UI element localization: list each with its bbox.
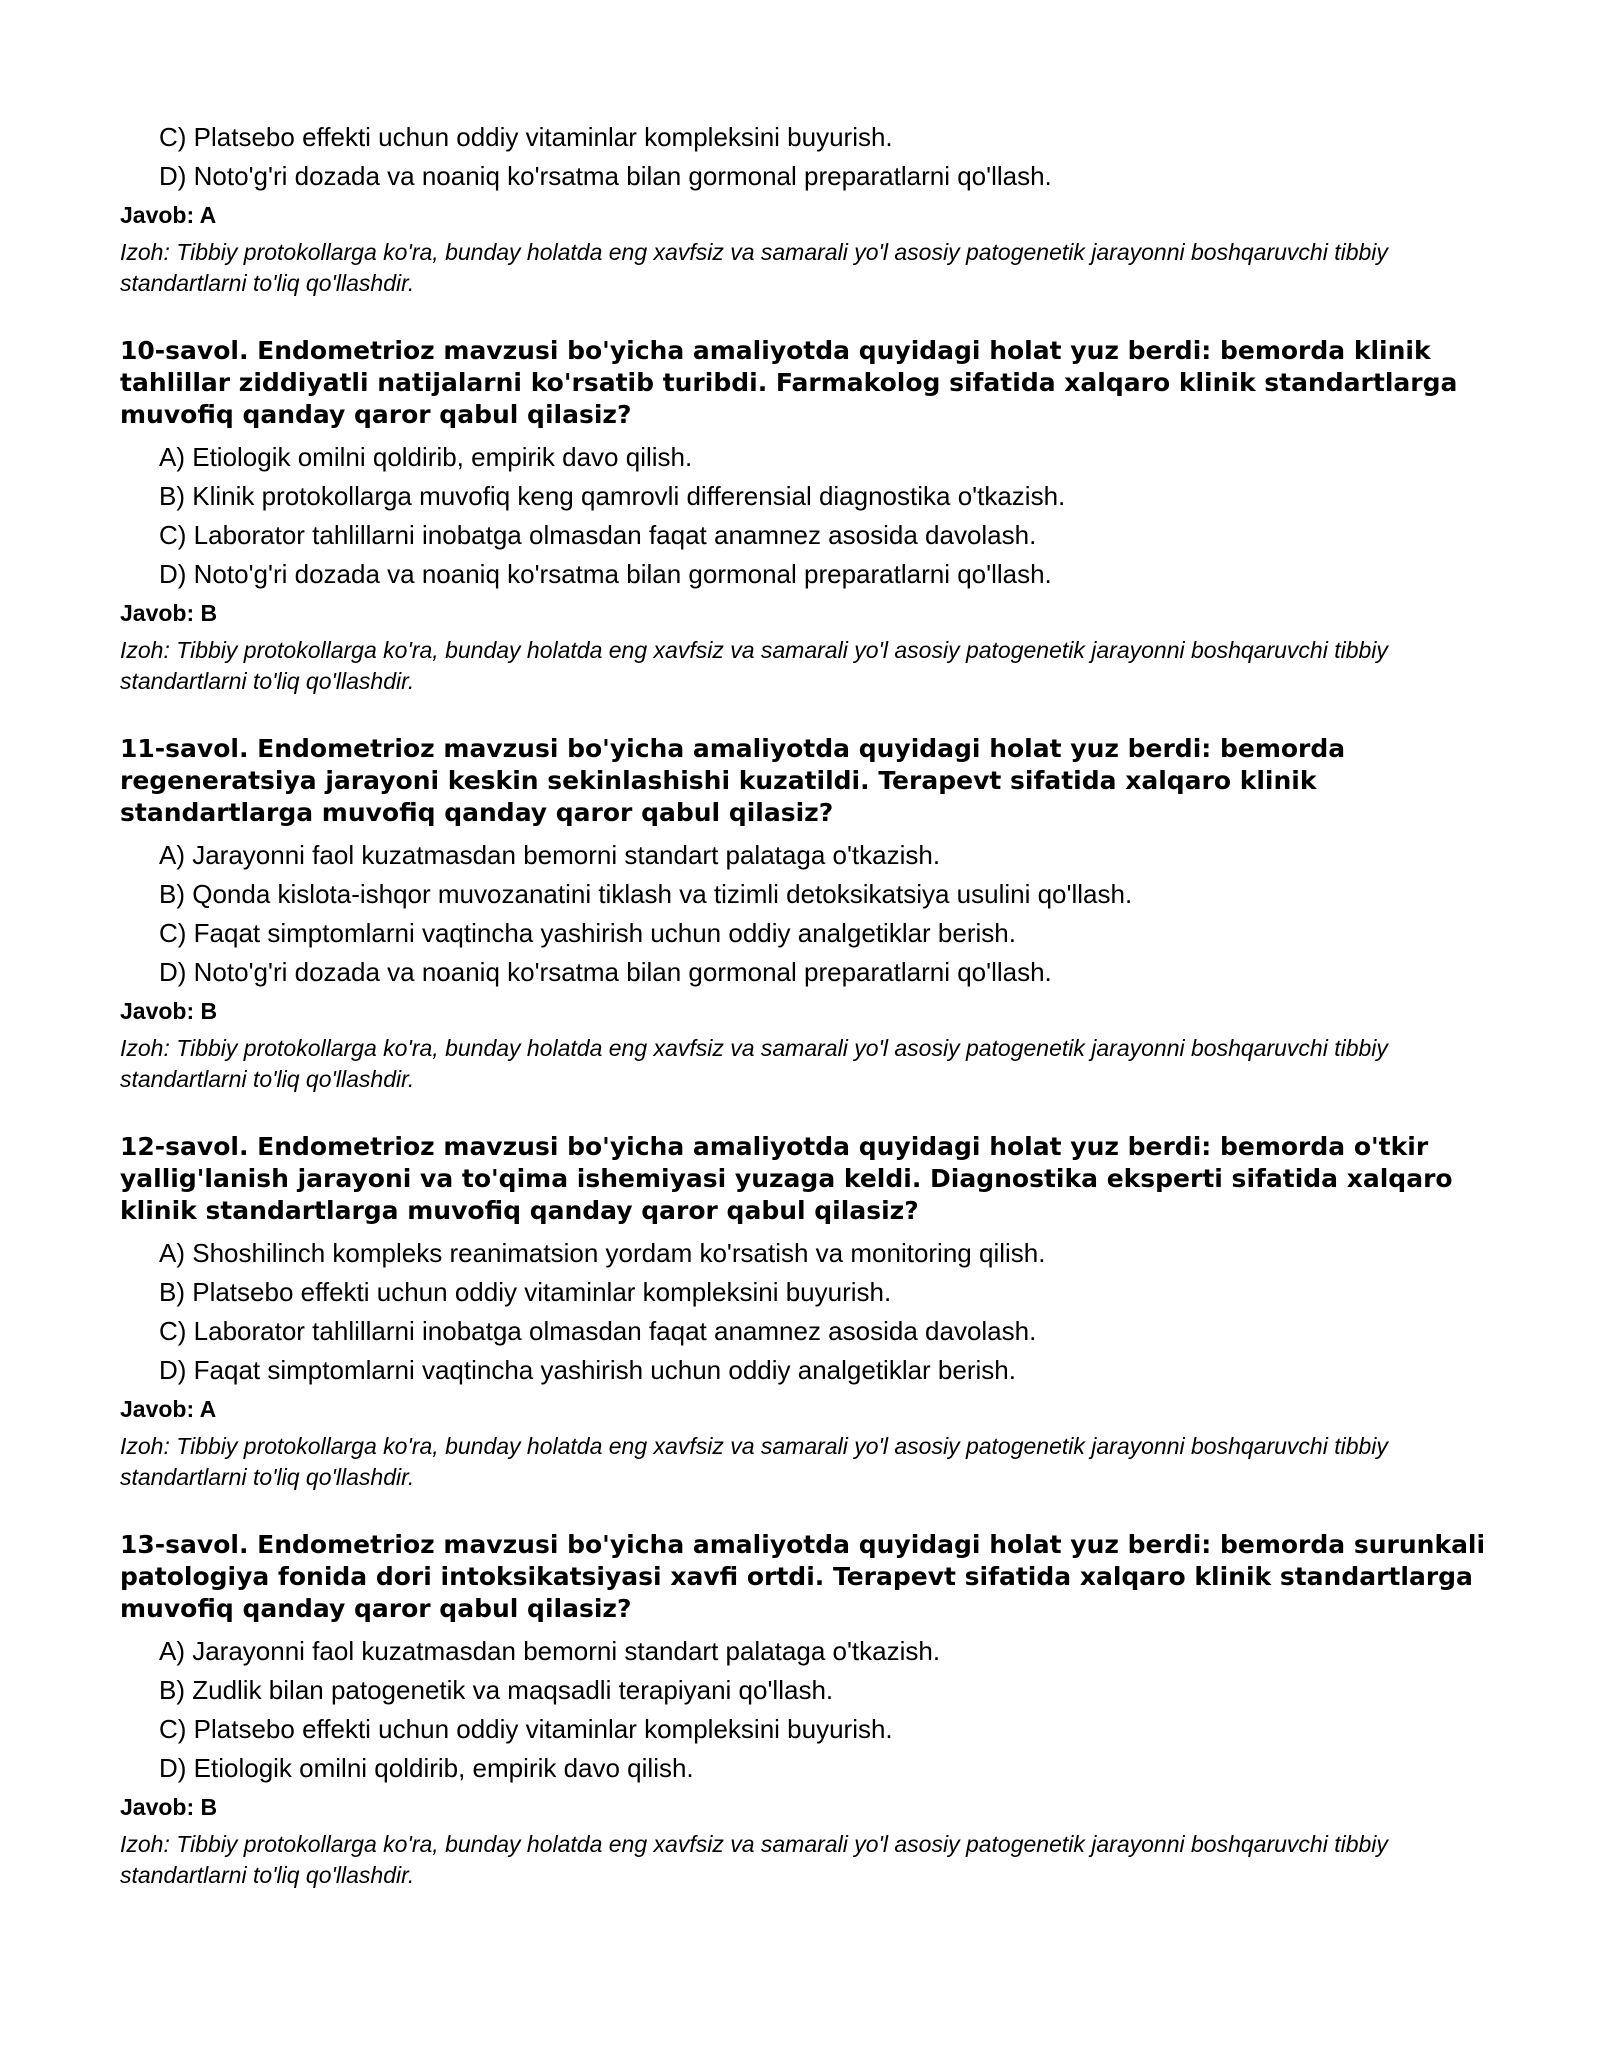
question-title: 11-savol. Endometrioz mavzusi bo'yicha amaliyotda quyidagi holat yuz berdi: bemorda regeneratsiya jarayoni keskin sekinlashishi kuzatildi. Terapevt sifatida xalqaro klinik standartlarga muvofiq qanday qaror qabul qilasiz? bbox=[120, 734, 1346, 827]
option-d: D) Noto'g'ri dozada va noaniq ko'rsatma bilan gormonal preparatlarni qo'llash. bbox=[159, 957, 1052, 987]
option-b: B) Platsebo effekti uchun oddiy vitaminlar kompleksini buyurish. bbox=[159, 1277, 892, 1307]
answer-label: Javob: A bbox=[120, 1396, 217, 1422]
explanation-note: Izoh: Tibbiy protokollarga ko'ra, bunday holatda eng xavfsiz va samarali yo'l asosiy patogenetik jarayonni boshqaruvchi tibbiy standartlarni to'liq qo'llashdir. bbox=[120, 637, 1388, 694]
question-title: 10-savol. Endometrioz mavzusi bo'yicha amaliyotda quyidagi holat yuz berdi: bemorda klinik tahlillar ziddiyatli natijalarni ko'rsatib turibdi. Farmakolog sifatida xalqaro klinik standartlarga muvofiq qanday qaror qabul qilasiz? bbox=[120, 336, 1458, 429]
answer-label: Javob: B bbox=[120, 1794, 218, 1820]
option-b: B) Qonda kislota-ishqor muvozanatini tiklash va tizimli detoksikatsiya usulini qo'llash. bbox=[159, 879, 1133, 909]
explanation-note: Izoh: Tibbiy protokollarga ko'ra, bunday holatda eng xavfsiz va samarali yo'l asosiy patogenetik jarayonni boshqaruvchi tibbiy standartlarni to'liq qo'llashdir. bbox=[120, 239, 1388, 296]
answer-label: Javob: B bbox=[120, 998, 218, 1024]
option-a: A) Etiologik omilni qoldirib, empirik davo qilish. bbox=[159, 442, 693, 472]
option-b: B) Klinik protokollarga muvofiq keng qamrovli differensial diagnostika o'tkazish. bbox=[159, 481, 1066, 511]
option-b: B) Zudlik bilan patogenetik va maqsadli terapiyani qo'llash. bbox=[159, 1675, 834, 1705]
question-12 bbox=[120, 1131, 1500, 1493]
option-a: A) Jarayonni faol kuzatmasdan bemorni standart palataga o'tkazish. bbox=[159, 840, 941, 870]
answer-label: Javob: B bbox=[120, 600, 218, 626]
option-a: A) Jarayonni faol kuzatmasdan bemorni standart palataga o'tkazish. bbox=[159, 1636, 941, 1666]
option-d: D) Faqat simptomlarni vaqtincha yashirish uchun oddiy analgetiklar berish. bbox=[159, 1355, 1016, 1385]
question-title: 12-savol. Endometrioz mavzusi bo'yicha amaliyotda quyidagi holat yuz berdi: bemorda o'tkir yallig'lanish jarayoni va to'qima ishemiyasi yuzaga keldi. Diagnostika eksperti sifatida xalqaro klinik standartlarga muvofiq qanday qaror qabul qilasiz? bbox=[120, 1132, 1453, 1225]
option-d: D) Etiologik omilni qoldirib, empirik davo qilish. bbox=[159, 1753, 694, 1783]
explanation-note: Izoh: Tibbiy protokollarga ko'ra, bunday holatda eng xavfsiz va samarali yo'l asosiy patogenetik jarayonni boshqaruvchi tibbiy standartlarni to'liq qo'llashdir. bbox=[120, 1433, 1388, 1490]
explanation-note: Izoh: Tibbiy protokollarga ko'ra, bunday holatda eng xavfsiz va samarali yo'l asosiy patogenetik jarayonni boshqaruvchi tibbiy standartlarni to'liq qo'llashdir. bbox=[120, 1831, 1388, 1888]
explanation-note: Izoh: Tibbiy protokollarga ko'ra, bunday holatda eng xavfsiz va samarali yo'l asosiy patogenetik jarayonni boshqaruvchi tibbiy standartlarni to'liq qo'llashdir. bbox=[120, 1035, 1388, 1092]
option-c: C) Platsebo effekti uchun oddiy vitaminlar kompleksini buyurish. bbox=[159, 1714, 893, 1744]
option-c: C) Laborator tahlillarni inobatga olmasdan faqat anamnez asosida davolash. bbox=[159, 1316, 1037, 1346]
question-11 bbox=[120, 733, 1500, 1095]
option-c: C) Laborator tahlillarni inobatga olmasdan faqat anamnez asosida davolash. bbox=[159, 520, 1037, 550]
option-c: C) Faqat simptomlarni vaqtincha yashirish uchun oddiy analgetiklar berish. bbox=[159, 918, 1016, 948]
option-d: D) Noto'g'ri dozada va noaniq ko'rsatma bilan gormonal preparatlarni qo'llash. bbox=[159, 161, 1052, 191]
option-c: C) Platsebo effekti uchun oddiy vitaminlar kompleksini buyurish. bbox=[159, 122, 893, 152]
question-9-continuation bbox=[120, 118, 1500, 299]
question-10 bbox=[120, 335, 1500, 697]
option-a: A) Shoshilinch kompleks reanimatsion yordam ko'rsatish va monitoring qilish. bbox=[159, 1238, 1046, 1268]
question-13 bbox=[120, 1529, 1500, 1891]
option-d: D) Noto'g'ri dozada va noaniq ko'rsatma bilan gormonal preparatlarni qo'llash. bbox=[159, 559, 1052, 589]
page-content bbox=[120, 118, 1500, 1891]
answer-label: Javob: A bbox=[120, 202, 217, 228]
question-title: 13-savol. Endometrioz mavzusi bo'yicha amaliyotda quyidagi holat yuz berdi: bemorda surunkali patologiya fonida dori intoksikatsiyasi xavfi ortdi. Terapevt sifatida xalqaro klinik standartlarga muvofiq qanday qaror qabul qilasiz? bbox=[120, 1530, 1486, 1623]
